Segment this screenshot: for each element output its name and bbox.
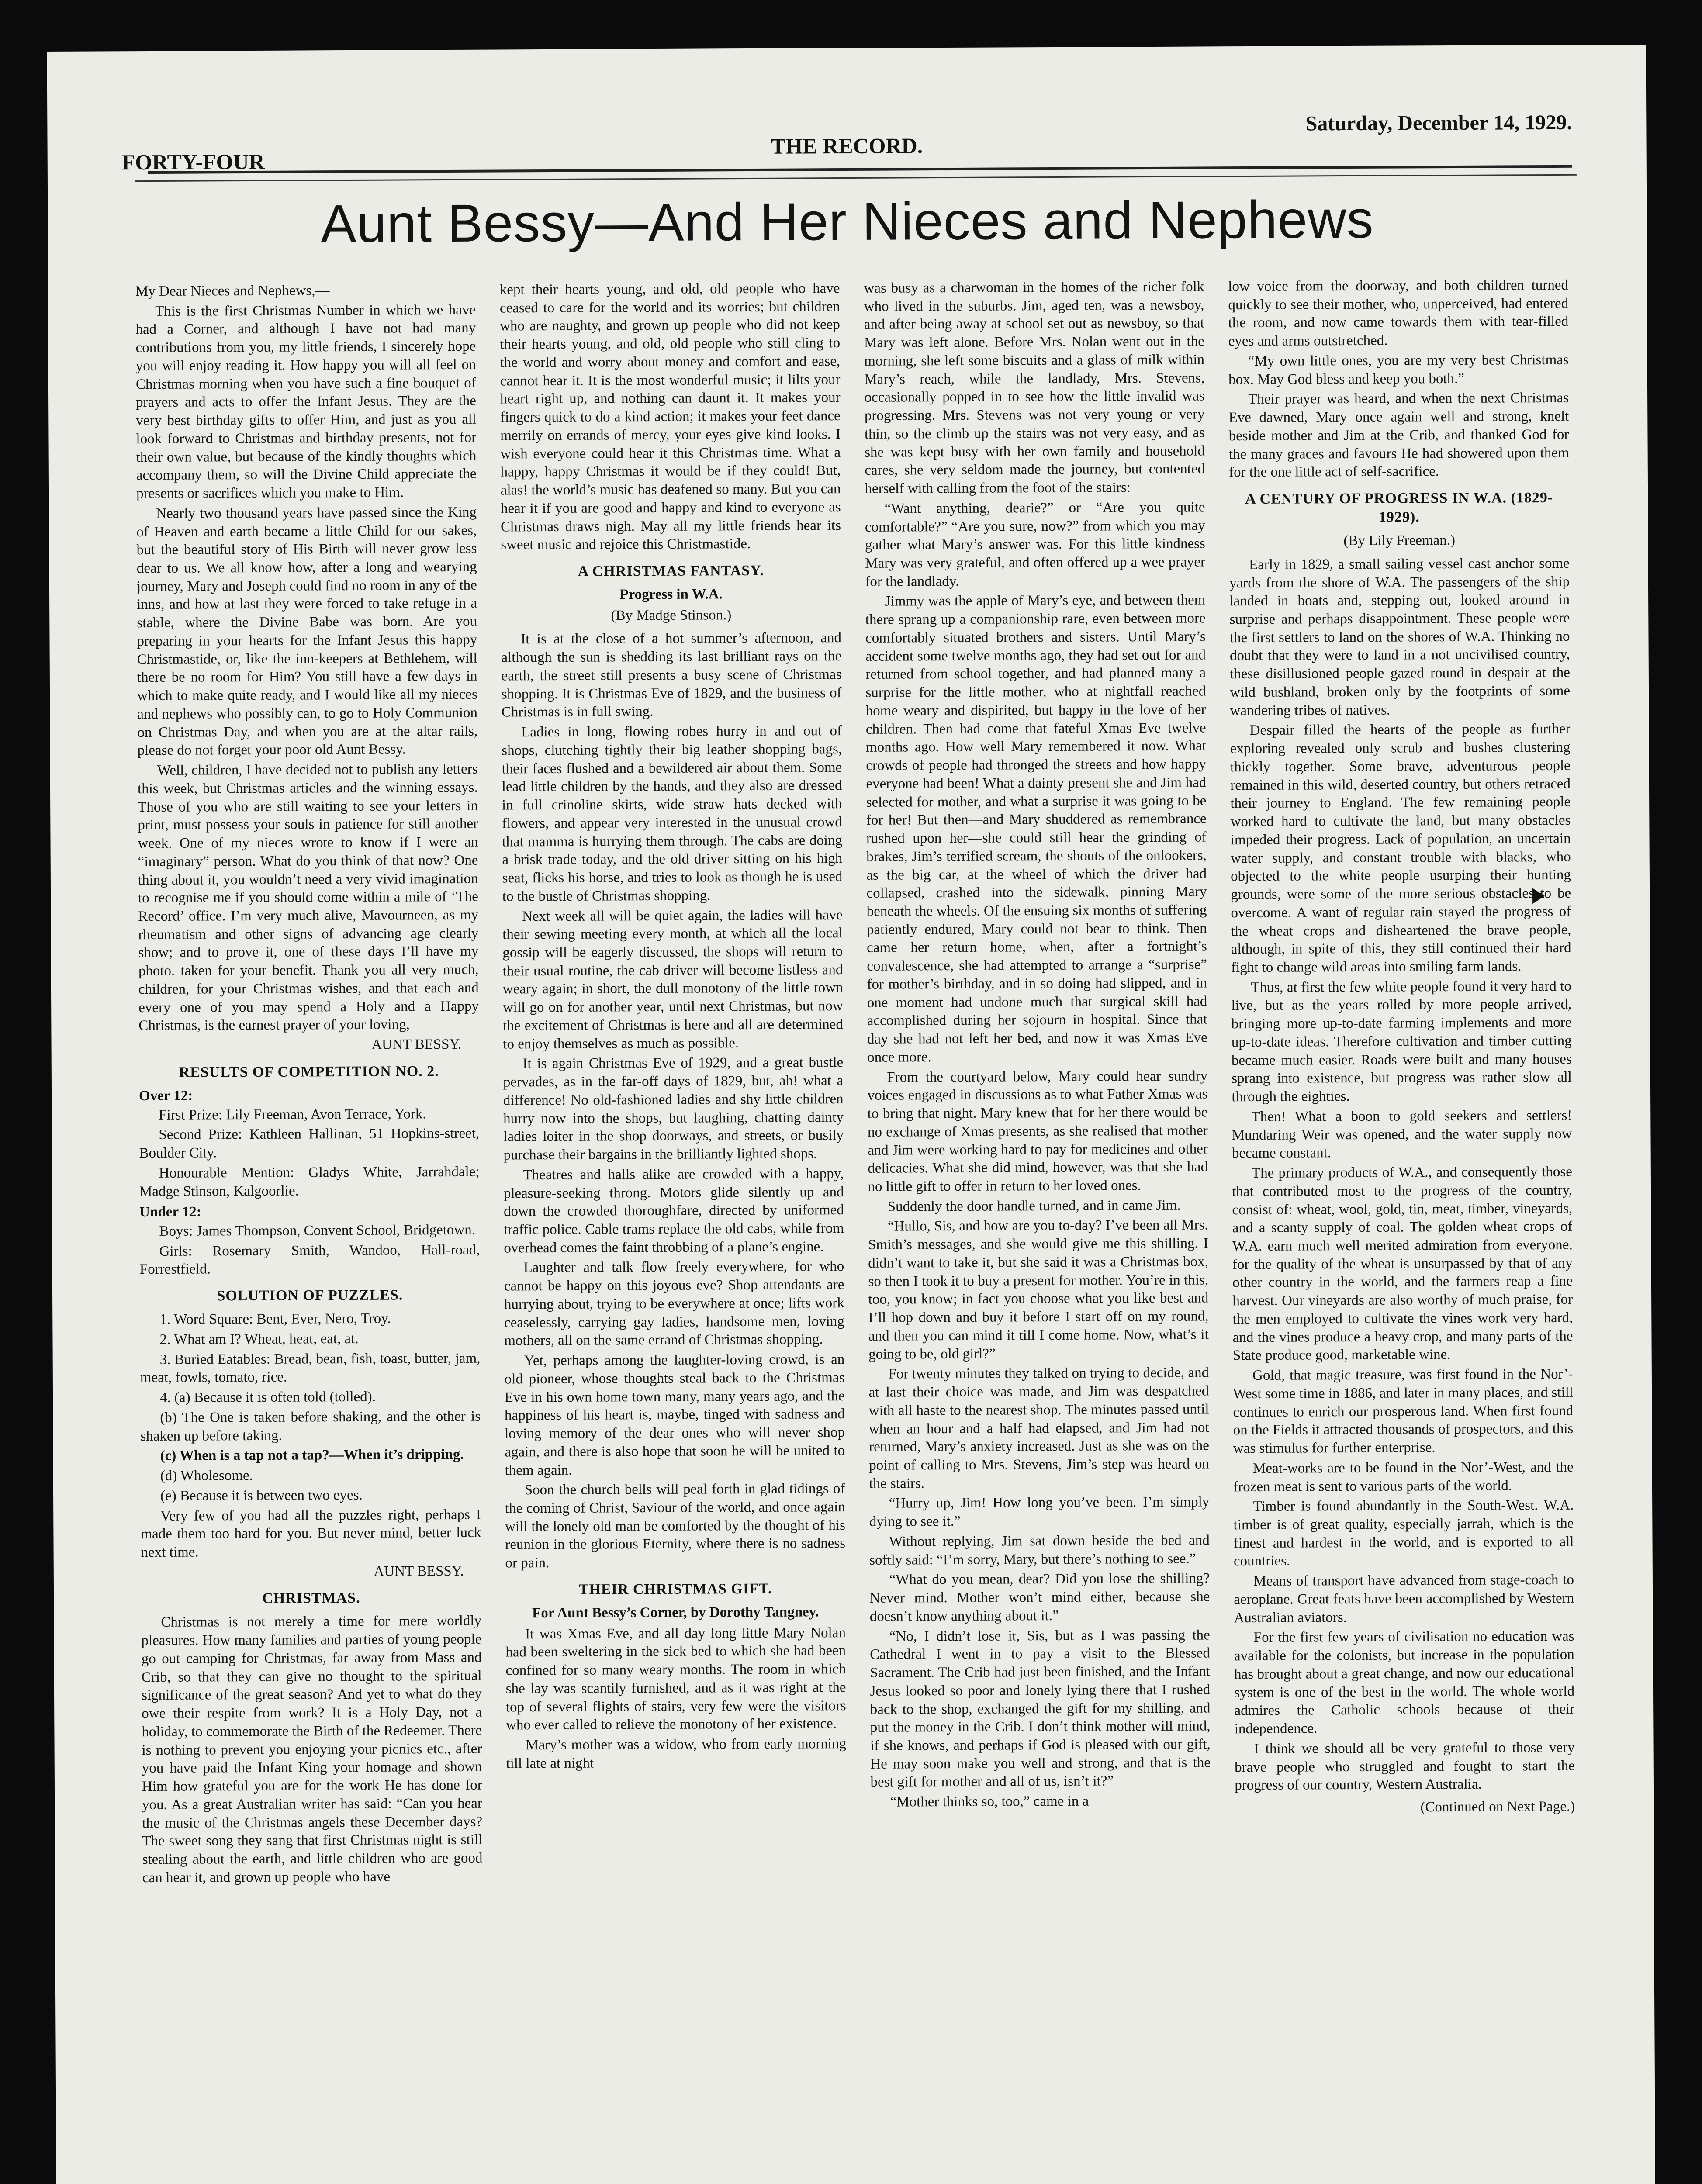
paragraph: “Hullo, Sis, and how are you to-day? I’ve been all Mrs. Smith’s messages, and she would give me this shilling. I didn’t want to take it, but she said it was a Christmas box, so then I took it to buy a present for mother. You’re in this, too, you know; in fact you choose what you like best and I’ll hop down and buy it before I start off on my round, and then you can mind it till I come home. Now, what’s it going to be, old girl?” [868,1217,1209,1362]
paragraph: kept their hearts young, and old, old people who have ceased to care for the world and its worries; but children who are naughty, and grown up people who did not keep their hearts young, and old, old people who still cling to the world and worry about money and comfort and ease, cannot hear it. It is the most wonderful music; it lilts your heart right up, and nothing can daunt it. It makes your fingers quick to do a kind action; it makes your feet dance merrily on errands of mercy, your eyes give kind looks. I wish everyone could hear it this Christmas time. What a happy, happy Christmas it would be if they could! But, alas! the world’s music has deafened so many. But you can hear it if you are good and happy and kind to everyone as Christmas draws nigh. May all my little friends hear its sweet music and rejoice this Christmastide. [499,280,841,553]
paragraph: Suddenly the door handle turned, and in came Jim. [887,1197,1181,1215]
paragraph: Theatres and halls alike are crowded with a happy, pleasure-seeking throng. Motors glide silently up and down the crowded thoroughfare, directed by uniformed traffic police. Cable trams replace the old cabs, while from overhead comes the faint throbbing of a plane’s engine. [503,1165,844,1256]
paragraph: low voice from the doorway, and both children turned quickly to see their mother, who, unperceived, had entered the room, and now came towards them with tear-filled eyes and arms outstretched. [1228,277,1569,349]
paragraph: For the first few years of civilisation no education was available for the colonists, but increase in the population has brought about a great change, and now our educational system is one of the best in the world. The whole world admires the Catholic schools because of their independence. [1234,1628,1575,1737]
signature: AUNT BESSY. [371,1037,462,1053]
paragraph: Soon the church bells will peal forth in glad tidings of the coming of Christ, Saviour of the world, and once again will the lonely old man be comforted by the thought of his reunion in the glorious Eternity, where there is no sadness or pain. [505,1481,846,1571]
paragraph: “My own little ones, you are my very best Christmas box. May God bless and keep you both.” [1228,352,1569,387]
puzzle-answer: (c) When is a tap not a tap?—When it’s dripping. [160,1447,464,1464]
paragraph: From the courtyard below, Mary could hear sundry voices engaged in discussions as to what Father Xmas was to bring that night. Mary knew that for her there would be no exchange of Xmas presents, as she realised that mother and Jim were working hard to pay for medicines and other delicacies. What she did mind, however, was that she had no little gift to offer in return to her loved ones. [867,1068,1208,1195]
puzzle-answer: (d) Wholesome. [160,1468,253,1484]
paragraph: “Want anything, dearie?” or “Are you quite comfortable?” “Are you sure, now?” from which you may gather what Mary’s answer was. For this little kindness Mary was very grateful, and often offered up a wee prayer for the landlady. [865,499,1206,590]
results-heading: RESULTS OF COMPETITION NO. 2. [179,1063,439,1081]
fantasy-heading: A CHRISTMAS FANTASY. [578,562,765,580]
result-item: Second Prize: Kathleen Hallinan, 51 Hopkins-street, Boulder City. [139,1126,480,1161]
paragraph: Meat-works are to be found in the Nor’-West, and the frozen meat is sent to various parts of the world. [1233,1459,1574,1495]
gift-subheading: For Aunt Bessy’s Corner, by Dorothy Tangney. [532,1604,819,1621]
paragraph: Means of transport have advanced from stage-coach to aeroplane. Great feats have been accomplished by Western Australian aviators. [1234,1572,1574,1626]
under-12-label: Under 12: [139,1204,201,1220]
paragraph: Laughter and talk flow freely everywhere, for who cannot be happy on this joyous eve? Shop attendants are hurrying about, trying to be everywhere at once; lifts work ceaselessly, carrying gay ladies, handsome men, loving mothers, all on the same errand of Christmas shopping. [504,1258,844,1349]
result-item: Girls: Rosemary Smith, Wandoo, Hall-road, Forrestfield. [139,1242,480,1278]
paragraph: The primary products of W.A., and consequently those that contributed most to the progress of the country, consist of: wheat, wool, gold, tin, meat, timber, vineyards, and a scanty supply of coal. The golden wheat crops of W.A. earn much well merited admiration from everyone, for the quality of the wheat is unsurpassed by that of any other country in the world, and the farmers reap a fine harvest. Our vineyards are also worthy of much praise, for the men employed to cultivate the vines work very hard, and the vines produce a heavy crop, and many parts of the State produce good, marketable wine. [1232,1164,1573,1364]
puzzle-answer: 3. Buried Eatables: Bread, bean, fish, toast, butter, jam, meat, fowls, tomato, rice. [140,1350,481,1386]
puzzle-note: Very few of you had all the puzzles right, perhaps I made them too hard for you. But never mind, better luck next time. [141,1507,481,1561]
paragraph: Jimmy was the apple of Mary’s eye, and between them there sprang up a companionship rare, even between more comfortably situated brothers and sisters. Until Mary’s accident some twelve months ago, they had set out for and returned from school together, and had planned many a surprise for the little mother, who at nightfall reached home weary and dispirited, but happy in the love of her children. Then had come that fateful Xmas Eve twelve months ago. How well Mary remembered it now. What crowds of people had thronged the streets and how happy everyone had been! What a dainty present she and Jim had selected for mother, and what a surprise it was going to be for her! But then—and Mary shuddered as remembrance rushed upon her—she could still hear the grinding of brakes, Jim’s terrified scream, the shouts of the onlookers, as the big car, at the wheel of which the driver had collapsed, crashed into the sidewalk, pinning Mary beneath the wheels. Of the ensuing six months of suffering patiently endured, Mary could not bear to think. Then came her return home, when, after a fortnight’s convalescence, she had attempted to arrange a “surprise” for mother’s birthday, and in so doing had slipped, and in one moment had undone much that surgical skill had accomplished during her sojourn in hospital. Since that day she had not left her bed, and now it was Xmas Eve once more. [865,592,1207,1065]
fantasy-subheading: Progress in W.A. [619,586,723,603]
puzzle-answer: (b) The One is taken before shaking, and the other is shaken up before taking. [140,1408,481,1444]
paragraph: Early in 1829, a small sailing vessel cast anchor some yards from the shore of W.A. The passengers of the ship landed in boats and, stepping out, looked around in surprise and perhaps disappointment. These people were the first settlers to land on the shores of W.A. Thinking no doubt that they were to land in a not uncivilised country, these disillusioned people gazed round in despair at the wild bushland, broken only by the footprints of some wandering tribes of natives. [1229,555,1571,719]
column-3 [864,278,1214,2184]
newspaper-page [47,45,1657,2184]
puzzle-answer: 2. What am I? Wheat, heat, eat, at. [159,1330,359,1348]
header-rule-thin [135,174,1577,182]
paragraph: “What do you mean, dear? Did you lose the shilling? Never mind. Mother won’t mind either, because she doesn’t know anything about it.” [869,1570,1210,1624]
column-1 [135,281,485,2184]
paragraph: Ladies in long, flowing robes hurry in and out of shops, clutching tightly their big leather shopping bags, their faces flushed and a bewildered air about them. Some lead little children by the hands, and they also are dressed in full crinoline skirts, wide straw hats decked with flowers, and appear very interested in the unusual crowd that mamma is hurrying them through. The cabs are doing a brisk trade today, and the old driver sitting on his high seat, flicks his horse, and tries to look as though he is used to the bustle of Christmas shopping. [502,723,843,905]
continued-note: (Continued on Next Page.) [1420,1798,1575,1815]
newspaper-name: THE RECORD. [771,133,923,159]
paragraph: I think we should all be very grateful to those very brave people who struggled and fought to start the progress of our country, Western Australia. [1234,1739,1575,1794]
christmas-heading: CHRISTMAS. [262,1590,360,1607]
paragraph: “No, I didn’t lose it, Sis, but as I was passing the Cathedral I went in to pay a visit to the Blessed Sacrament. The Crib had just been finished, and the Infant Jesus looked so poor and lonely lying there that I rushed back to the shop, exchanged the gift for my shilling, and put the money in the Crib. I don’t think mother will mind, if she knows, and perhaps if God is pleased with our gift, He may soon make you well and strong, and that is the best gift for mother and all of us, isn’t it?” [870,1627,1211,1790]
paragraph: was busy as a charwoman in the homes of the richer folk who lived in the suburbs. Jim, aged ten, was a newsboy, and after being away at school set out as newsboy, so that Mary was left alone. Before Mrs. Nolan went out in the morning, she left some biscuits and a glass of milk within Mary’s reach, while the landlady, Mrs. Stevens, occasionally popped in to see how the little invalid was progressing. Mrs. Stevens was not very young or very thin, so the climb up the stairs was not very easy, and as she was kept busy with her own family and household cares, she very seldom made the journey, but contented herself with calling from the foot of the stairs: [864,279,1205,497]
header-rule [148,165,1572,174]
result-item: Boys: James Thompson, Convent School, Bridgetown. [159,1222,476,1239]
paragraph: Christmas is not merely a time for mere worldly pleasures. How many families and parties of young people go out camping for Christmas, far away from Mass and Crib, so that they can give no thought to the spiritual significance of the great season? And yet to what do they owe their respite from work? It is a Holy Day, not a holiday, to commemorate the Birth of the Redeemer. There is nothing to prevent you enjoying your picnics etc., after you have paid the Infant King your homage and shown Him how grateful you are for the work He has done for you. As a great Australian writer has said: “Can you hear the music of the Christmas angels these December days? The sweet song they sang that first Christmas night is still stealing about the earth, and little children who are good can hear it, and grown up people who have [141,1613,483,1886]
paragraph: It was Xmas Eve, and all day long little Mary Nolan had been sweltering in the sick bed to which she had been confined for so many weary months. The room in which she lay was scantily furnished, and as it was right at the top of several flights of stairs, very few were the visitors who ever called to relieve the monotony of her existence. [505,1624,846,1733]
paragraph: This is the first Christmas Number in which we have had a Corner, and although I have not had many contributions from you, my little friends, I sincerely hope you will enjoy reading it. How happy you will all feel on Christmas morning when you have such a fine bouquet of prayers and acts to offer the Infant Jesus. They are the very best birthday gifts to offer Him, and just as you all look forward to Christmas and birthday presents, not for their own value, but because of the kindly thoughts which accompany them, so will the Divine Child appreciate the presents or sacrifices which you make to Him. [135,302,477,502]
over-12-label: Over 12: [138,1088,193,1104]
puzzle-answer: (e) Because it is between two eyes. [160,1487,363,1504]
paragraph: Next week all will be quiet again, the ladies will have their sewing meeting every month, at which all the local gossip will be eagerly discussed, the shops will return to their usual routine, the cab driver will become listless and weary again; in short, the dull monotony of the little town will go on for another year, until next Christmas, but now the excitement of Christmas is here and all are determined to enjoy themselves as much as possible. [502,907,843,1052]
paragraph: Their prayer was heard, and when the next Christmas Eve dawned, Mary once again well and strong, knelt beside mother and Jim at the Crib, and thanked God for the many graces and favours He had showered upon them for the one little act of self-sacrifice. [1228,390,1569,480]
paragraph: For twenty minutes they talked on trying to decide, and at last their choice was made, and Jim was despatched with all haste to the nearest shop. The minutes passed until when an hour and a half had elapsed, and Jim had not returned, Mary’s anxiety increased. Just as she was on the point of calling to Mrs. Stevens, Jim’s step was heard on the stairs. [868,1365,1210,1492]
paragraph: Timber is found abundantly in the South-West. W.A. timber is of great quality, especially jarrah, which is the finest and hardest in the world, and is exported to all countries. [1233,1497,1574,1569]
salutation: My Dear Nieces and Nephews,— [135,283,330,300]
puzzle-answer: 4. (a) Because it is often told (tolled). [159,1389,376,1406]
article-columns [135,276,1578,2184]
paragraph: Well, children, I have decided not to publish any letters this week, but Christmas articles and the winning essays. Those of you who are still waiting to see your letters in print, must possess your souls in patience for still another week. One of my nieces wrote to know if I were an “imaginary” person. What do you think of that now? One thing about it, you wouldn’t need a very vivid imagination to recognise me if you should come within a mile of ‘The Record’ office. I’m very much alive, Mavourneen, as my rheumatism and other signs of advancing age clearly show; and to prove it, one of these days I’ll have my photo. taken for your benefit. Thank you all very much, children, for your Christmas wishes, and that each and every one of you may spend a Holy and a Happy Christmas, is the earnest prayer of your loving, [137,761,479,1034]
paragraph: Yet, perhaps among the laughter-loving crowd, is an old pioneer, whose thoughts steal back to the Christmas Eve in his own home town many, many years ago, and the happiness of his heart is, maybe, tinged with sadness and loving memory of the dear ones who will never shop again, and there is also hope that soon he will be united to them again. [504,1351,845,1479]
column-2 [500,280,850,2184]
puzzles-heading: SOLUTION OF PUZZLES. [217,1287,403,1304]
paragraph: Without replying, Jim sat down beside the bed and softly said: “I’m sorry, Mary, but there’s nothing to see.” [869,1532,1210,1568]
signature: AUNT BESSY. [374,1563,464,1579]
gift-heading: THEIR CHRISTMAS GIFT. [578,1580,772,1598]
byline: (By Lily Freeman.) [1343,532,1456,549]
century-heading: A CENTURY OF PROGRESS IN W.A. (1829-1929). [1245,490,1553,525]
paragraph: Mary’s mother was a widow, who from early morning till late at night [506,1736,847,1772]
paragraph: Thus, at first the few white people found it very hard to live, but as the years rolled by more people arrived, bringing more up-to-date farming implements and more up-to-date ideas. Therefore cultivation and timber cutting became much easier. Roads were built and many houses sprang into existence, but progress was rather slow all through the eighties. [1231,978,1572,1105]
page-title: Aunt Bessy—And Her Nieces and Nephews [320,189,1374,254]
paragraph: Then! What a boon to gold seekers and settlers! Mundaring Weir was opened, and the water supply now became constant. [1232,1107,1572,1161]
paragraph: Nearly two thousand years have passed since the King of Heaven and earth became a little Child for our sakes, but the beautiful story of His Birth will never grow less dear to us. We all know how, after a long and wearying journey, Mary and Joseph could find no room in any of the inns, and how at last they were forced to take refuge in a stable, where the Divine Babe was born. Are you preparing in your hearts for the Infant Jesus this happy Christmastide, or, like the inn-keepers at Bethlehem, will there be no room for Him? You still have a few days in which to make quite ready, and I would like all my nieces and nephews who possibly can, to go to Holy Communion on Christmas Day, and when you are at the altar rails, please do not forget your poor old Aunt Bessy. [136,504,478,759]
byline: (By Madge Stinson.) [611,607,732,624]
puzzle-answer: 1. Word Square: Bent, Ever, Nero, Troy. [159,1310,391,1328]
paragraph: It is again Christmas Eve of 1929, and a great bustle pervades, as in the far-off days of 1829, but, ah! what a difference! No old-fashioned ladies and shy little children hurry now into the shops, but laughing, chatting dainty ladies loiter in the shop doorways, and streets, or busily purchase their bargains in the brilliantly lighted shops. [503,1054,844,1163]
result-item: First Prize: Lily Freeman, Avon Terrace, York. [159,1106,426,1123]
paragraph: It is at the close of a hot summer’s afternoon, and although the sun is shedding its last brilliant rays on the earth, the street still presents a busy scene of Christmas shopping. It is Christmas Eve of 1829, and the business of Christmas is in full swing. [501,630,842,720]
page-number-label: FORTY-FOUR [121,149,265,175]
result-item: Honourable Mention: Gladys White, Jarrahdale; Madge Stinson, Kalgoorlie. [139,1164,480,1199]
column-4 [1228,276,1578,2184]
paragraph: “Hurry up, Jim! How long you’ve been. I’m simply dying to see it.” [869,1494,1210,1530]
issue-date: Saturday, December 14, 1929. [1305,111,1572,135]
margin-arrow-icon [1532,888,1545,904]
paragraph: Gold, that magic treasure, was first found in the Nor’-West some time in 1886, and later in many places, and still continues to enrich our prosperous land. When first found on the Fields it attracted thousands of prospectors, and this was stimulus for further enterprise. [1233,1366,1574,1457]
paragraph: “Mother thinks so, too,” came in a [890,1793,1089,1810]
paragraph: Despair filled the hearts of the people as further exploring revealed only scrub and bushes clustering thickly together. Some brave, adventurous people remained in this wild, deserted country, but others retraced their journey to England. The few remaining people worked hard to cultivate the land, but many obstacles impeded their progress. Lack of population, an uncertain water supply, and constant trouble with blacks, who objected to the white people usurping their hunting grounds, were some of the more serious obstacles to be overcome. A want of regular rain stayed the progress of the wheat crops and disheartened the brave people, although, in spite of this, they still continued their hard fight to change wild areas into smiling farm lands. [1230,721,1571,976]
